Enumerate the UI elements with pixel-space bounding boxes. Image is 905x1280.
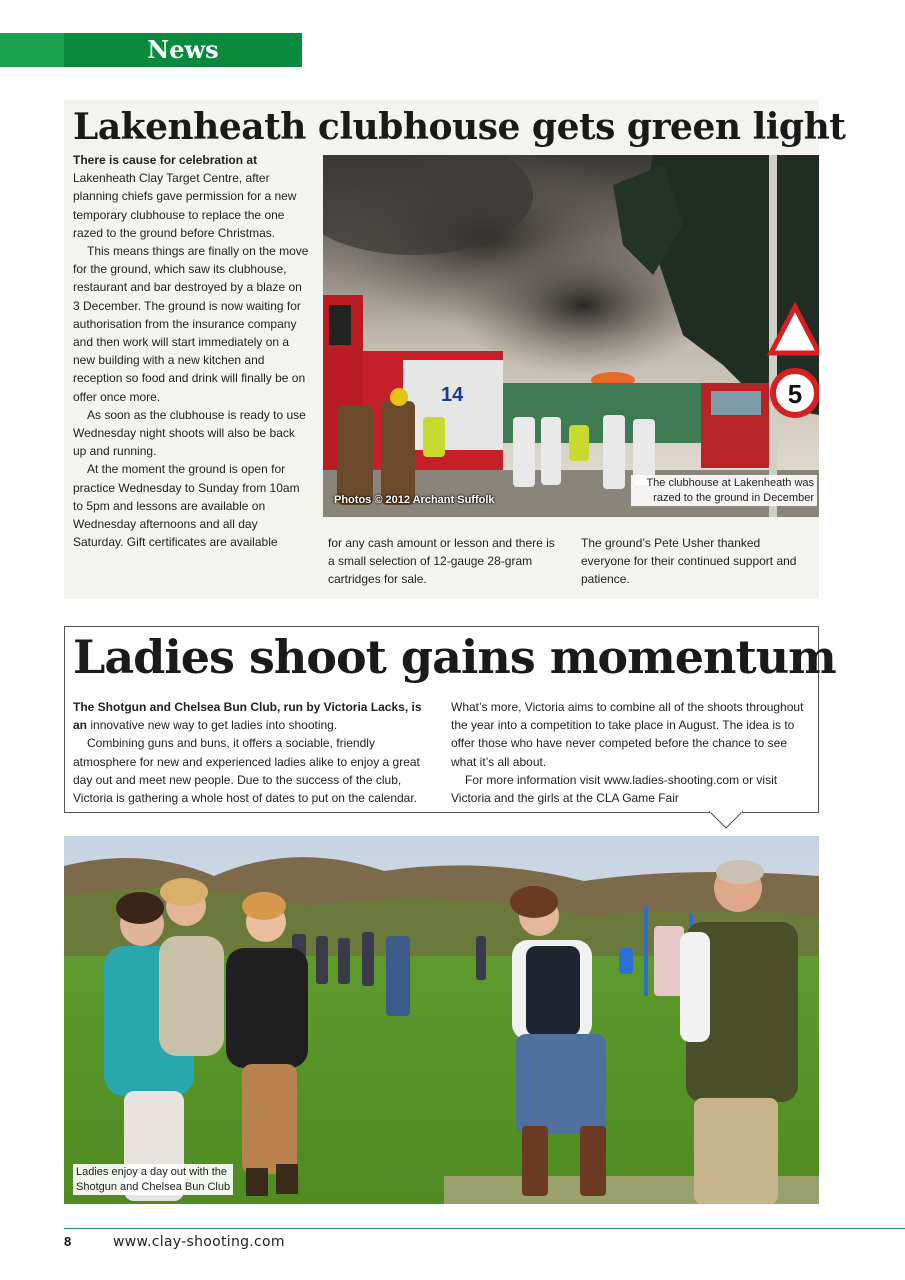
speed-sign-number: 5	[787, 379, 803, 409]
article2-paragraph4: For more information visit www.ladies-shooting.com or visit Victoria and the girls at the CLA Game Fair	[451, 772, 778, 806]
article2-p1-rest: innovative new way to get ladies into shooting.	[90, 718, 338, 733]
ladies-photo-caption	[73, 1164, 233, 1195]
article1-paragraph1	[73, 151, 309, 242]
article2-headline: Ladies shoot gains momentum	[73, 630, 836, 684]
truck-number: 14	[441, 384, 464, 406]
article2-lead: The Shotgun and Chelsea Bun Club, run by Victoria Lacks, is an	[73, 700, 422, 733]
ladies-caption-line1: Ladies enjoy a day out with the	[76, 1166, 228, 1178]
article1-paragraph2: This means things are finally on the move for the ground, which saw its clubhouse, restaurant and bar destroyed by a blaze on 3 December. The ground is now waiting for authorisation from the insurance company and then work will start immediately on a new building with a new kitchen and reception so food and drink will finally be on offer once more.	[73, 244, 309, 404]
photo-credit: Photos © 2012 Archant Suffolk	[334, 494, 495, 506]
footer-rule	[64, 1228, 905, 1229]
fire-photo-caption: The clubhouse at Lakenheath was razed to the ground in December	[631, 475, 817, 506]
article1-headline: Lakenheath clubhouse gets green light	[73, 106, 846, 148]
ladies-caption-line2: Shotgun and Chelsea Bun Club	[76, 1180, 231, 1193]
section-header-accent	[0, 33, 64, 67]
article1-paragraph3: As soon as the clubhouse is ready to use Wednesday night shoots will also be back up and running.	[73, 407, 306, 459]
article2-column2	[451, 698, 813, 807]
section-label: News	[147, 35, 219, 64]
article1-column3: The ground’s Pete Usher thanked everyone for their continued support and patience.	[581, 536, 797, 587]
section-header-bar	[0, 33, 302, 67]
article1-column2: for any cash amount or lesson and there is a small selection of 12-gauge 28-gram cartridges for sale.	[328, 536, 555, 587]
article1-paragraph4: At the moment the ground is open for practice Wednesday to Sunday from 10am to 5pm and lessons are available on Wednesday afternoons and all day Saturday. Gift certificates are available	[73, 462, 300, 550]
article2-paragraph1	[73, 698, 438, 734]
clubhouse-fire-photo	[323, 155, 819, 517]
article2-paragraph2: Combining guns and buns, it offers a sociable, friendly atmosphere for new and experienced ladies alike to enjoy a great day out and meet new people. Due to the success of the club, Victoria is gathering a whole host of dates to put on the calendar.	[73, 736, 420, 806]
article2-paragraph3: What’s more, Victoria aims to combine all of the shoots throughout the year into a competition to take place in August. The idea is to offer those who have never competed before the chance to see what it’s all about.	[451, 700, 804, 769]
speech-tail-icon	[709, 811, 743, 829]
page-number: 8	[64, 1234, 72, 1249]
article1-p1-rest: Lakenheath Clay Target Centre, after planning chiefs gave permission for a new temporary clubhouse to replace the one razed to the ground before Christmas.	[73, 171, 297, 240]
article1-column1	[73, 151, 309, 551]
article2-column1	[73, 698, 438, 807]
ladies-shoot-photo	[64, 836, 819, 1204]
footer-url: www.clay-shooting.com	[113, 1234, 285, 1250]
article1-lead: There is cause for celebration at	[73, 153, 258, 167]
